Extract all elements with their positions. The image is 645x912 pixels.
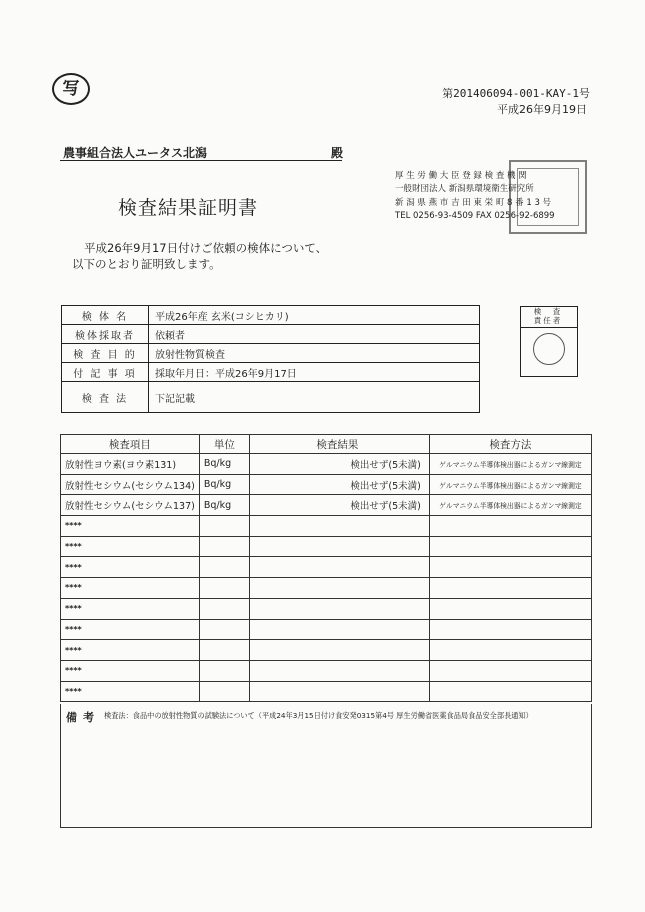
empty-cell	[249, 640, 429, 661]
inspector-label-line1: 検 査	[533, 307, 563, 316]
result-value: 検出せず(5未満)	[249, 454, 429, 475]
empty-cell	[429, 619, 591, 640]
empty-cell	[199, 516, 249, 537]
sample-info-table	[61, 305, 480, 413]
empty-cell	[199, 660, 249, 681]
header-method: 検査方法	[429, 435, 591, 454]
copy-mark: 写	[52, 73, 90, 105]
result-row-empty	[61, 557, 592, 578]
intro-line-2: 以下のとおり証明致します。	[72, 257, 221, 271]
info-row	[62, 344, 480, 363]
result-method: ゲルマニウム半導体検出器によるガンマ線測定	[429, 495, 591, 516]
result-method: ゲルマニウム半導体検出器によるガンマ線測定	[429, 454, 591, 475]
result-row-empty	[61, 681, 592, 702]
empty-cell	[429, 578, 591, 599]
result-row	[61, 454, 592, 475]
empty-cell	[199, 598, 249, 619]
placeholder-mark: ****	[61, 557, 200, 578]
result-row-empty	[61, 598, 592, 619]
empty-cell	[429, 536, 591, 557]
result-item: 放射性セシウム(セシウム134)	[61, 474, 200, 495]
empty-cell	[249, 598, 429, 619]
header-unit: 単位	[199, 435, 249, 454]
remarks-label: 備考	[66, 711, 100, 724]
info-label: 検 査 目 的	[62, 344, 149, 363]
info-label: 検体採取者	[62, 325, 149, 344]
empty-cell	[199, 619, 249, 640]
header-result: 検査結果	[249, 435, 429, 454]
info-label: 検 体 名	[62, 306, 149, 325]
empty-cell	[429, 598, 591, 619]
empty-cell	[199, 557, 249, 578]
placeholder-mark: ****	[61, 619, 200, 640]
empty-cell	[249, 619, 429, 640]
info-row	[62, 306, 480, 325]
issue-date: 平成26年9月19日	[497, 103, 587, 116]
inspector-divider	[520, 327, 577, 328]
info-value: 採取年月日：平成26年9月17日	[149, 363, 480, 382]
addressee-name: 農事組合法人ユータス北潟	[63, 146, 208, 160]
placeholder-mark: ****	[61, 536, 200, 557]
result-value: 検出せず(5未満)	[249, 474, 429, 495]
placeholder-mark: ****	[61, 598, 200, 619]
placeholder-mark: ****	[61, 681, 200, 702]
result-row-empty	[61, 536, 592, 557]
result-item: 放射性ヨウ素(ヨウ素131)	[61, 454, 200, 475]
result-unit: Bq/kg	[199, 454, 249, 475]
intro-text	[72, 240, 327, 272]
empty-cell	[249, 516, 429, 537]
result-value: 検出せず(5未満)	[249, 495, 429, 516]
inspector-label	[520, 307, 576, 325]
inspector-seal	[533, 333, 565, 365]
inspector-label-line2: 責任者	[533, 316, 563, 325]
info-row	[62, 382, 480, 413]
result-row	[61, 474, 592, 495]
result-row-empty	[61, 660, 592, 681]
result-unit: Bq/kg	[199, 474, 249, 495]
header-item: 検査項目	[61, 435, 200, 454]
empty-cell	[429, 660, 591, 681]
placeholder-mark: ****	[61, 516, 200, 537]
empty-cell	[249, 578, 429, 599]
issuer-phone: TEL 0256-93-4509 FAX 0256-92-6899	[395, 211, 555, 222]
info-value: 平成26年産 玄米(コシヒカリ)	[149, 306, 480, 325]
info-value: 下記記載	[149, 382, 480, 413]
result-row-empty	[61, 640, 592, 661]
info-label: 検 査 法	[62, 382, 149, 413]
empty-cell	[199, 578, 249, 599]
result-row-empty	[61, 619, 592, 640]
issuer-block	[395, 170, 555, 224]
placeholder-mark: ****	[61, 578, 200, 599]
empty-cell	[429, 516, 591, 537]
remarks-box	[60, 704, 592, 828]
document-number: 第201406094-001-KAY-1号	[442, 87, 590, 100]
results-header-row	[61, 435, 592, 454]
info-value: 放射性物質検査	[149, 344, 480, 363]
result-method: ゲルマニウム半導体検出器によるガンマ線測定	[429, 474, 591, 495]
issuer-name: 一般財団法人 新潟県環境衛生研究所	[395, 184, 534, 195]
placeholder-mark: ****	[61, 640, 200, 661]
empty-cell	[199, 536, 249, 557]
issuer-address: 新 潟 県 燕 市 吉 田 東 栄 町 8 番 1 3 号	[395, 197, 552, 208]
empty-cell	[199, 640, 249, 661]
info-label: 付 記 事 項	[62, 363, 149, 382]
empty-cell	[429, 681, 591, 702]
info-row	[62, 363, 480, 382]
info-row	[62, 325, 480, 344]
empty-cell	[249, 536, 429, 557]
empty-cell	[249, 681, 429, 702]
placeholder-mark: ****	[61, 660, 200, 681]
result-row-empty	[61, 516, 592, 537]
empty-cell	[429, 640, 591, 661]
result-row	[61, 495, 592, 516]
result-item: 放射性セシウム(セシウム137)	[61, 495, 200, 516]
addressee-underline	[60, 160, 342, 161]
results-table	[60, 434, 592, 702]
empty-cell	[249, 557, 429, 578]
info-value: 依頼者	[149, 325, 480, 344]
empty-cell	[249, 660, 429, 681]
remarks-text: 検査法：食品中の放射性物質の試験法について（平成24年3月15日付け食安発0315第4号 厚生労働省医薬食品局食品安全部長通知）	[104, 711, 533, 720]
result-row-empty	[61, 578, 592, 599]
empty-cell	[429, 557, 591, 578]
result-unit: Bq/kg	[199, 495, 249, 516]
empty-cell	[199, 681, 249, 702]
issuer-registration: 厚 生 労 働 大 臣 登 録 検 査 機 関	[395, 171, 527, 181]
intro-line-1: 平成26年9月17日付けご依頼の検体について、	[84, 241, 328, 255]
addressee-honorific: 殿	[331, 146, 344, 160]
document-title: 検査結果証明書	[118, 197, 259, 219]
